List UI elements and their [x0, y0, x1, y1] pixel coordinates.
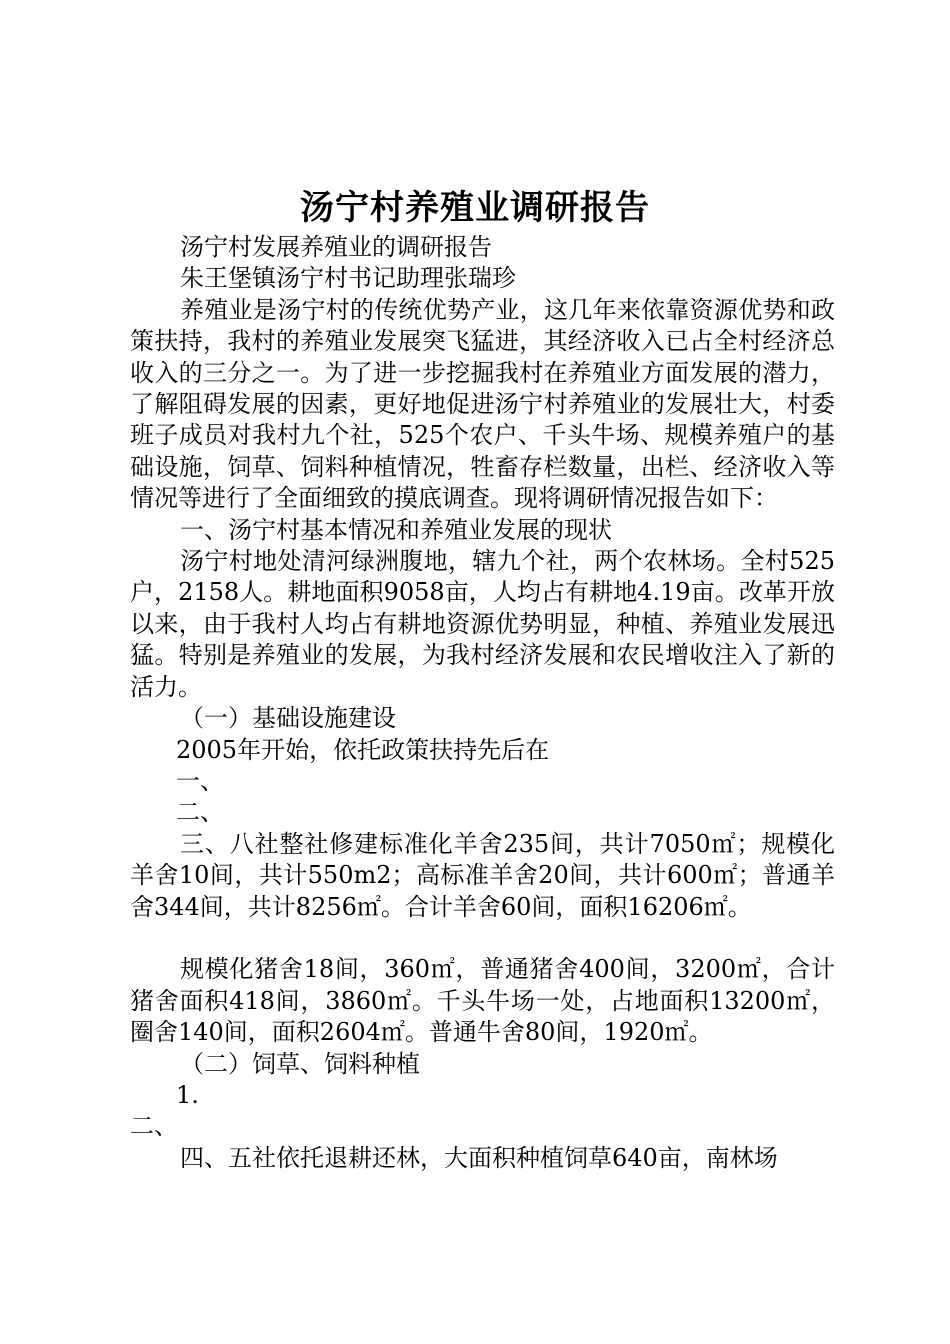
- subsection-heading-infrastructure: （一）基础设施建设: [180, 704, 396, 733]
- list-item-number-one: 1.: [176, 1080, 199, 1109]
- subtitle-paragraph: 汤宁村发展养殖业的调研报告: [180, 233, 492, 261]
- infrastructure-intro-paragraph: 2005年开始，依托政策扶持先后在: [176, 735, 550, 764]
- list-item-one: 一、: [176, 766, 224, 795]
- village-overview-paragraph: 汤宁村地处清河绿洲腹地，辖九个社，两个农林场。全村525户，2158人。耕地面积9058亩，人均占有耕地4.19亩。改革开放以来，由于我村人均占有耕地资源优势明显，种植、养殖业发展迅猛。特别是养殖业的发展，为我村经济发展和农民增收注入了新的活力。: [130, 547, 835, 701]
- subsection-heading-forage: （二）饲草、饲料种植: [180, 1049, 420, 1078]
- document-title: 汤宁村养殖业调研报告: [300, 188, 650, 228]
- document-body: [130, 232, 835, 1174]
- sheep-shed-paragraph: 三、八社整社修建标准化羊舍235间，共计7050㎡；规模化羊舍10间，共计550m2；高标准羊舍20间，共计600㎡；普通羊舍344间，共计8256㎡。合计羊舍60间，面积16206㎡。: [130, 829, 835, 921]
- intro-paragraph: 养殖业是汤宁村的传统优势产业，这几年来依靠资源优势和政策扶持，我村的养殖业发展突飞猛进，其经济收入已占全村经济总收入的三分之一。为了进一步挖掘我村在养殖业方面发展的潜力，了解阻碍发展的因素，更好地促进汤宁村养殖业的发展壮大，村委班子成员对我村九个社，525个农户、千头牛场、规模养殖户的基础设施，饲草、饲料种植情况，牲畜存栏数量，出栏、经济收入等情况等进行了全面细致的摸底调查。现将调研情况报告如下：: [130, 295, 835, 513]
- list-item-two: 二、: [176, 798, 224, 827]
- section-heading-1: 一、汤宁村基本情况和养殖业发展的现状: [180, 515, 612, 544]
- list-item-two-second: 二、: [130, 1112, 178, 1141]
- pig-cattle-shed-paragraph: 规模化猪舍18间，360㎡，普通猪舍400间，3200㎡，合计猪舍面积418间，3860㎡。千头牛场一处，占地面积13200㎡，圈舍140间，面积2604㎡。普通牛舍80间，1920㎡。: [130, 955, 835, 1047]
- blank-line: [130, 923, 835, 954]
- forage-planting-paragraph: 四、五社依托退耕还林，大面积种植饲草640亩，南林场: [180, 1143, 778, 1172]
- author-paragraph: 朱王堡镇汤宁村书记助理张瑞珍: [180, 264, 516, 293]
